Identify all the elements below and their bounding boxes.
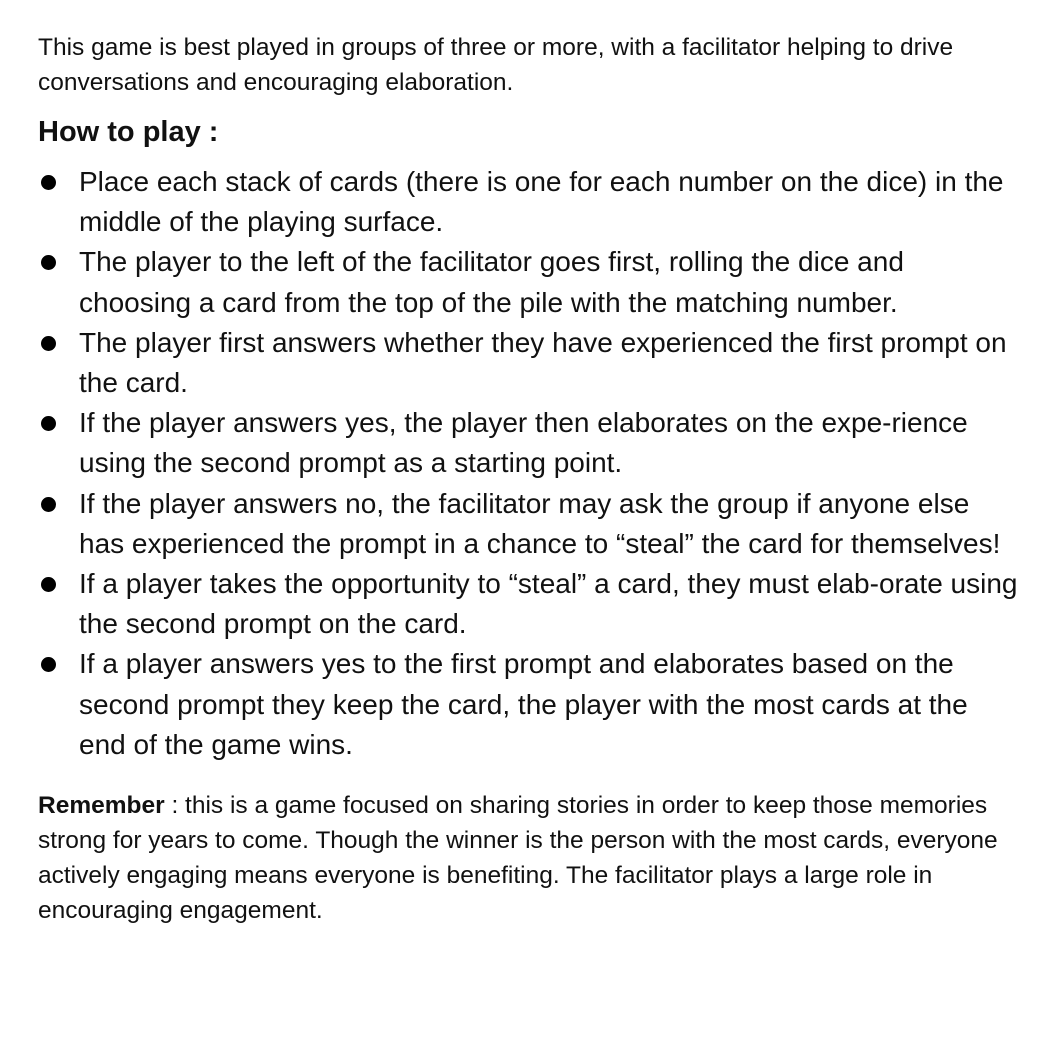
rule-item [38, 564, 1018, 644]
rule-item [38, 242, 1018, 322]
instructions-page [38, 30, 1018, 928]
bullet-icon [41, 175, 56, 190]
rule-text: The player to the left of the facilitator goes first, rolling the dice and choosing a card from the top of the pile with the matching number. [79, 246, 904, 318]
rule-lead: If the player answers no [79, 487, 377, 519]
rule-text: , the facilitator may ask the group if anyone else has experienced the prompt in a chance to “steal” the card for themselves! [79, 487, 1001, 559]
bullet-icon [41, 497, 56, 512]
rule-lead: If the player answers yes [79, 407, 389, 439]
rule-text: If a player answers yes to the first prompt and elaborates based on the second prompt they keep the card, the player with the most cards at the end of the game wins. [79, 648, 968, 760]
how-to-play-heading: How to play : [38, 116, 219, 148]
rule-text: If a player takes the opportunity to “steal” a card, they must elab-orate using the second prompt on the card. [79, 568, 1018, 640]
rule-item [38, 484, 1018, 564]
rules-list [38, 162, 1018, 765]
bullet-icon [41, 577, 56, 592]
bullet-icon [41, 657, 56, 672]
bullet-icon [41, 255, 56, 270]
remember-label: Remember [38, 792, 165, 820]
rule-item [38, 403, 1018, 483]
remember-text: : this is a game focused on sharing stories in order to keep those memories strong for years to come. Though the winner is the person with the most cards, everyone actively engaging means everyone is benefiting. The facilitator plays a large role in encouraging engagement. [38, 792, 998, 925]
rule-item [38, 323, 1018, 403]
rule-item [38, 162, 1018, 242]
rule-text: The player first answers whether they have experienced the first prompt on the card. [79, 326, 1007, 399]
rule-text: , the player then elaborates on the expe-rience using the second prompt as a starting point. [79, 407, 968, 479]
rule-text: Place each stack of cards (there is one for each number on the dice) in the middle of the playing surface. [79, 166, 1004, 238]
remember-note [38, 788, 1018, 928]
intro-paragraph: This game is best played in groups of three or more, with a facilitator helping to drive conversations and encouraging elaboration. [38, 34, 954, 96]
bullet-icon [41, 336, 56, 351]
bullet-icon [41, 416, 56, 431]
rule-item [38, 644, 1018, 765]
